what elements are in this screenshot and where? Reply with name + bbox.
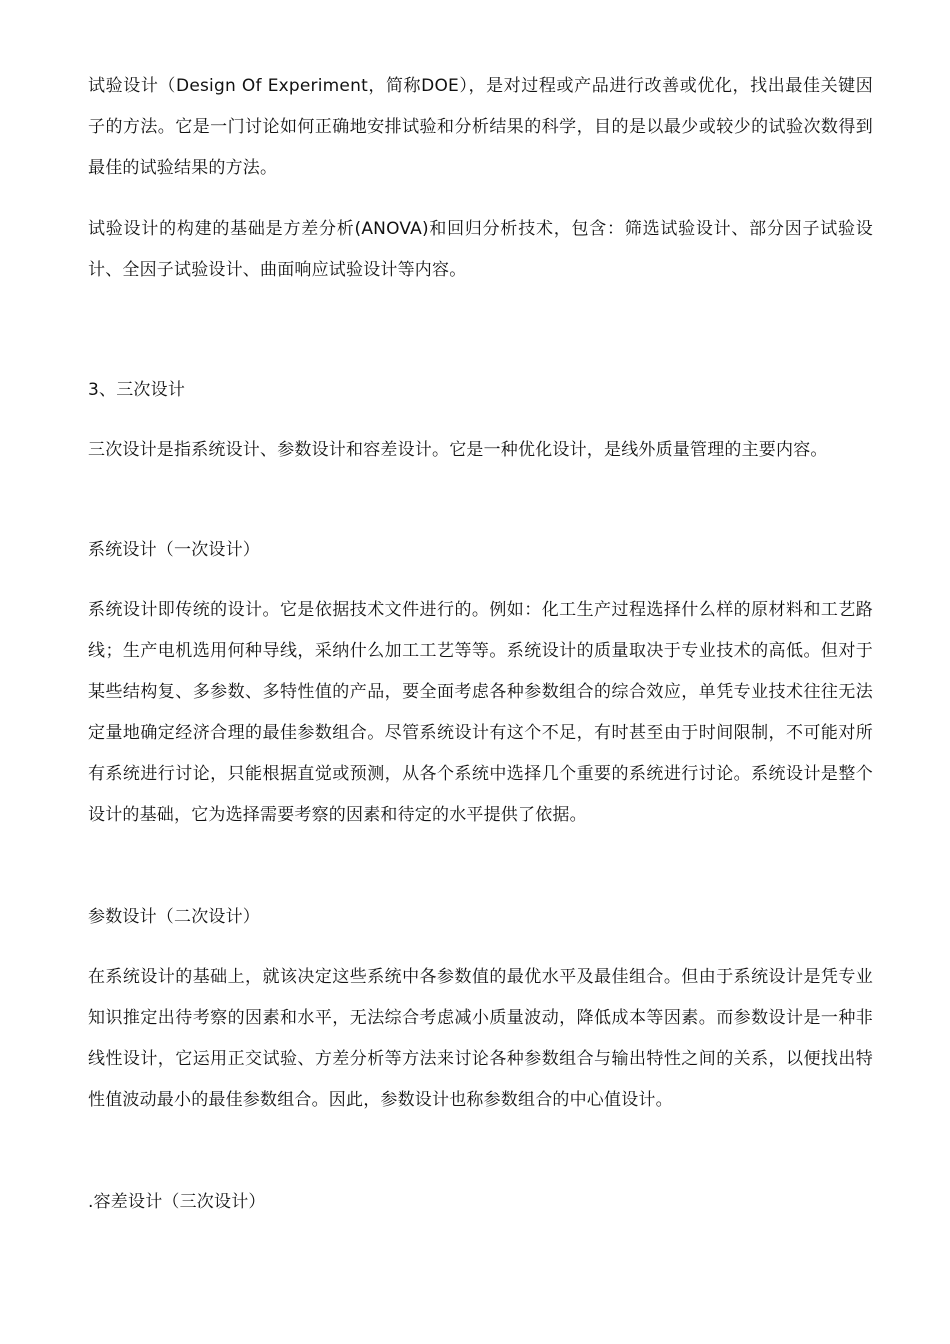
paragraph-doe-basis: 试验设计的构建的基础是方差分析(ANOVA)和回归分析技术，包含：筛选试验设计、部分因子试验设计、全因子试验设计、曲面响应试验设计等内容。 [88,219,873,280]
subheading-parameter-design: 参数设计（二次设计） [88,907,260,927]
subheading-tolerance-design: .容差设计（三次设计） [88,1192,266,1212]
section-heading-three-designs: 3、三次设计 [88,380,186,400]
paragraph-doe-definition: 试验设计（Design Of Experiment，简称DOE），是对过程或产品进行改善或优化，找出最佳关键因子的方法。它是一门讨论如何正确地安排试验和分析结果的科学，目的是以最少或较少的试验次数得到最佳的试验结果的方法。 [88,76,873,178]
paragraph-parameter-design: 在系统设计的基础上，就该决定这些系统中各参数值的最优水平及最佳组合。但由于系统设计是凭专业知识推定出待考察的因素和水平，无法综合考虑减小质量波动，降低成本等因素。而参数设计是一种非线性设计，它运用正交试验、方差分析等方法来讨论各种参数组合与输出特性之间的关系，以便找出特性值波动最小的最佳参数组合。因此，参数设计也称参数组合的中心值设计。 [88,967,873,1110]
subheading-system-design: 系统设计（一次设计） [88,540,260,560]
paragraph-system-design: 系统设计即传统的设计。它是依据技术文件进行的。例如：化工生产过程选择什么样的原材料和工艺路线；生产电机选用何种导线，采纳什么加工工艺等等。系统设计的质量取决于专业技术的高低。但对于某些结构复、多参数、多特性值的产品，要全面考虑各种参数组合的综合效应，单凭专业技术往往无法定量地确定经济合理的最佳参数组合。尽管系统设计有这个不足，有时甚至由于时间限制，不可能对所有系统进行讨论，只能根据直觉或预测，从各个系统中选择几个重要的系统进行讨论。系统设计是整个设计的基础，它为选择需要考察的因素和待定的水平提供了依据。 [88,600,873,825]
paragraph-three-designs: 三次设计是指系统设计、参数设计和容差设计。它是一种优化设计，是线外质量管理的主要内容。 [88,440,828,460]
